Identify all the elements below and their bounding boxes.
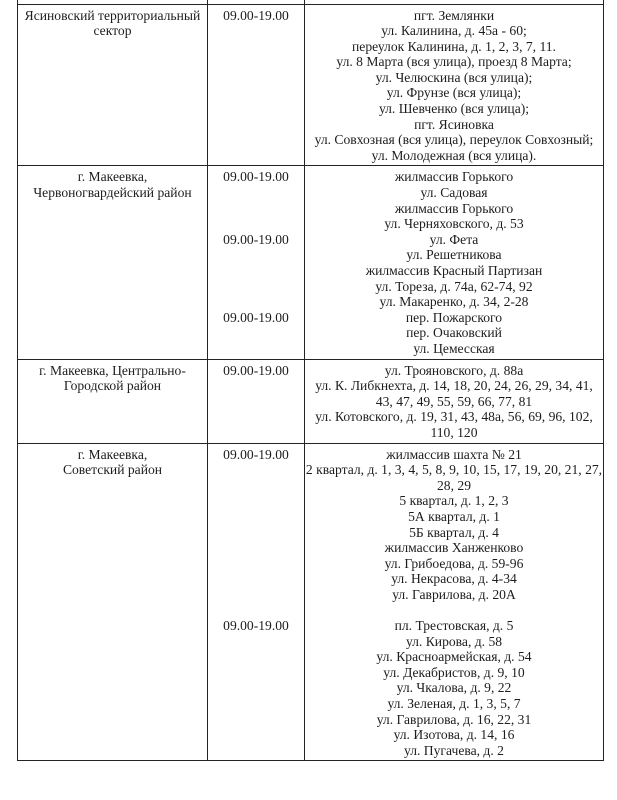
working-hours bbox=[208, 556, 304, 572]
address-line: ул. Решетникова bbox=[406, 247, 502, 263]
time-cell bbox=[208, 443, 305, 761]
time-cell bbox=[208, 4, 305, 166]
address-line: ул. Совхозная (вся улица), переулок Совхозный; bbox=[314, 132, 594, 148]
address-cell bbox=[305, 443, 604, 761]
sector-name-line: г. Макеевка, Центрально- bbox=[39, 362, 186, 378]
address-line: пл. Трестовская, д. 5 bbox=[394, 618, 514, 634]
address-line: ул. Тореза, д. 74а, 62-74, 92 bbox=[375, 278, 533, 294]
time-cell bbox=[208, 166, 305, 359]
address-line: жилмассив шахта № 21 bbox=[386, 446, 522, 462]
address-line: ул. Котовского, д. 19, 31, 43, 48а, 56, 69, 96, 102, bbox=[315, 409, 593, 425]
address-line: ул. Цемесская bbox=[413, 340, 495, 356]
address-line: 2 квартал, д. 1, 3, 4, 5, 8, 9, 10, 15, 17, 19, 20, 21, 27, bbox=[305, 462, 603, 478]
working-hours: 09.00-19.00 bbox=[223, 169, 289, 185]
address-line: ул. Пугачева, д. 2 bbox=[404, 742, 504, 758]
address-line: 43, 47, 49, 55, 59, 66, 77, 81 bbox=[375, 393, 533, 409]
address-line: пер. Очаковский bbox=[406, 325, 502, 341]
address-line: ул. Фета bbox=[429, 231, 479, 247]
working-hours bbox=[208, 540, 304, 556]
address-line: пгт. Ясиновка bbox=[414, 116, 494, 132]
address-line: ул. Шевченко (вся улица); bbox=[378, 101, 530, 117]
sector-name-line: Червоногвардейский район bbox=[33, 185, 192, 201]
working-hours bbox=[208, 587, 304, 603]
sector-name-line: г. Макеевка, bbox=[77, 169, 148, 185]
working-hours: 09.00-19.00 bbox=[223, 231, 289, 247]
address-line bbox=[305, 602, 603, 618]
working-hours bbox=[208, 602, 304, 618]
address-line: жилмассив Горького bbox=[394, 169, 514, 185]
address-line: переулок Калинина, д. 1, 2, 3, 7, 11. bbox=[352, 38, 556, 54]
schedule-row-tsentralno-gorodskoy-district bbox=[18, 359, 604, 443]
working-hours: 09.00-19.00 bbox=[223, 446, 289, 462]
address-line: жилмассив Горького bbox=[394, 200, 514, 216]
working-hours bbox=[208, 294, 304, 310]
schedule-table bbox=[17, 0, 604, 761]
address-cell bbox=[305, 166, 604, 359]
working-hours bbox=[208, 185, 304, 201]
working-hours bbox=[208, 247, 304, 263]
sector-cell bbox=[18, 166, 208, 359]
address-line: ул. Челюскина (вся улица); bbox=[375, 69, 533, 85]
address-line: ул. К. Либкнехта, д. 14, 18, 20, 24, 26, 29, 34, 41, bbox=[315, 378, 593, 394]
working-hours: 09.00-19.00 bbox=[223, 362, 289, 378]
working-hours: 09.00-19.00 bbox=[223, 309, 289, 325]
address-cell bbox=[305, 4, 604, 166]
sector-cell bbox=[18, 359, 208, 443]
address-line: ул. Гаврилова, д. 16, 22, 31 bbox=[376, 711, 532, 727]
address-line: 5Б квартал, д. 4 bbox=[409, 524, 499, 540]
working-hours bbox=[208, 525, 304, 541]
address-line: ул. Гаврилова, д. 20А bbox=[392, 586, 516, 602]
sector-name-line: г. Макеевка, bbox=[77, 446, 148, 462]
address-cell bbox=[305, 359, 604, 443]
sector-name-line: Ясиновский территориальный bbox=[24, 7, 201, 23]
working-hours bbox=[208, 325, 304, 341]
working-hours bbox=[208, 263, 304, 279]
address-line: ул. Изотова, д. 14, 16 bbox=[393, 727, 515, 743]
sector-name-line: Советский район bbox=[62, 462, 163, 478]
address-line: ул. Грибоедова, д. 59-96 bbox=[384, 555, 524, 571]
working-hours bbox=[208, 341, 304, 357]
address-line: жилмассив Ханженково bbox=[384, 540, 524, 556]
address-line: 5 квартал, д. 1, 2, 3 bbox=[399, 493, 509, 509]
address-line: ул. Кирова, д. 58 bbox=[405, 633, 503, 649]
sector-name-line: сектор bbox=[93, 23, 132, 39]
address-line: 5А квартал, д. 1 bbox=[408, 508, 500, 524]
schedule-row-sovetsky-district bbox=[18, 443, 604, 761]
address-line: ул. Трояновского, д. 88а bbox=[384, 362, 524, 378]
address-line: пгт. Землянки bbox=[413, 7, 495, 23]
working-hours bbox=[208, 462, 304, 478]
sector-cell bbox=[18, 4, 208, 166]
working-hours bbox=[208, 279, 304, 295]
address-line: жилмассив Красный Партизан bbox=[365, 263, 543, 278]
address-line: ул. Некрасова, д. 4-34 bbox=[391, 571, 517, 587]
sector-cell bbox=[18, 443, 208, 761]
address-line: 110, 120 bbox=[430, 424, 478, 440]
schedule-row-yasinovsky-sector bbox=[18, 4, 604, 166]
address-line: ул. Декабристов, д. 9, 10 bbox=[383, 664, 525, 680]
working-hours bbox=[208, 478, 304, 494]
working-hours: 09.00-19.00 bbox=[223, 7, 289, 23]
address-line: 28, 29 bbox=[437, 477, 471, 493]
time-cell bbox=[208, 359, 305, 443]
working-hours bbox=[208, 571, 304, 587]
address-line: ул. Чкалова, д. 9, 22 bbox=[396, 680, 512, 696]
address-line: ул. Фрунзе (вся улица); bbox=[386, 85, 522, 101]
schedule-row-chervonogvardeysky-district bbox=[18, 166, 604, 359]
address-line: ул. Зеленая, д. 1, 3, 5, 7 bbox=[387, 696, 521, 712]
address-line: ул. 8 Марта (вся улица), проезд 8 Марта; bbox=[336, 54, 572, 70]
address-line: ул. Макаренко, д. 34, 2-28 bbox=[379, 294, 529, 310]
address-line: ул. Садовая bbox=[420, 185, 488, 201]
address-line: ул. Красноармейская, д. 54 bbox=[376, 649, 532, 665]
address-line: пер. Пожарского bbox=[405, 309, 503, 325]
working-hours: 09.00-19.00 bbox=[223, 618, 289, 634]
address-line: ул. Калинина, д. 45а - 60; bbox=[381, 23, 527, 39]
address-line: ул. Молодежная (вся улица). bbox=[371, 147, 537, 163]
working-hours bbox=[208, 493, 304, 509]
working-hours bbox=[208, 509, 304, 525]
working-hours bbox=[208, 201, 304, 217]
working-hours bbox=[208, 216, 304, 232]
sector-name-line: Городской район bbox=[63, 378, 162, 394]
address-line: ул. Черняховского, д. 53 bbox=[384, 216, 524, 232]
